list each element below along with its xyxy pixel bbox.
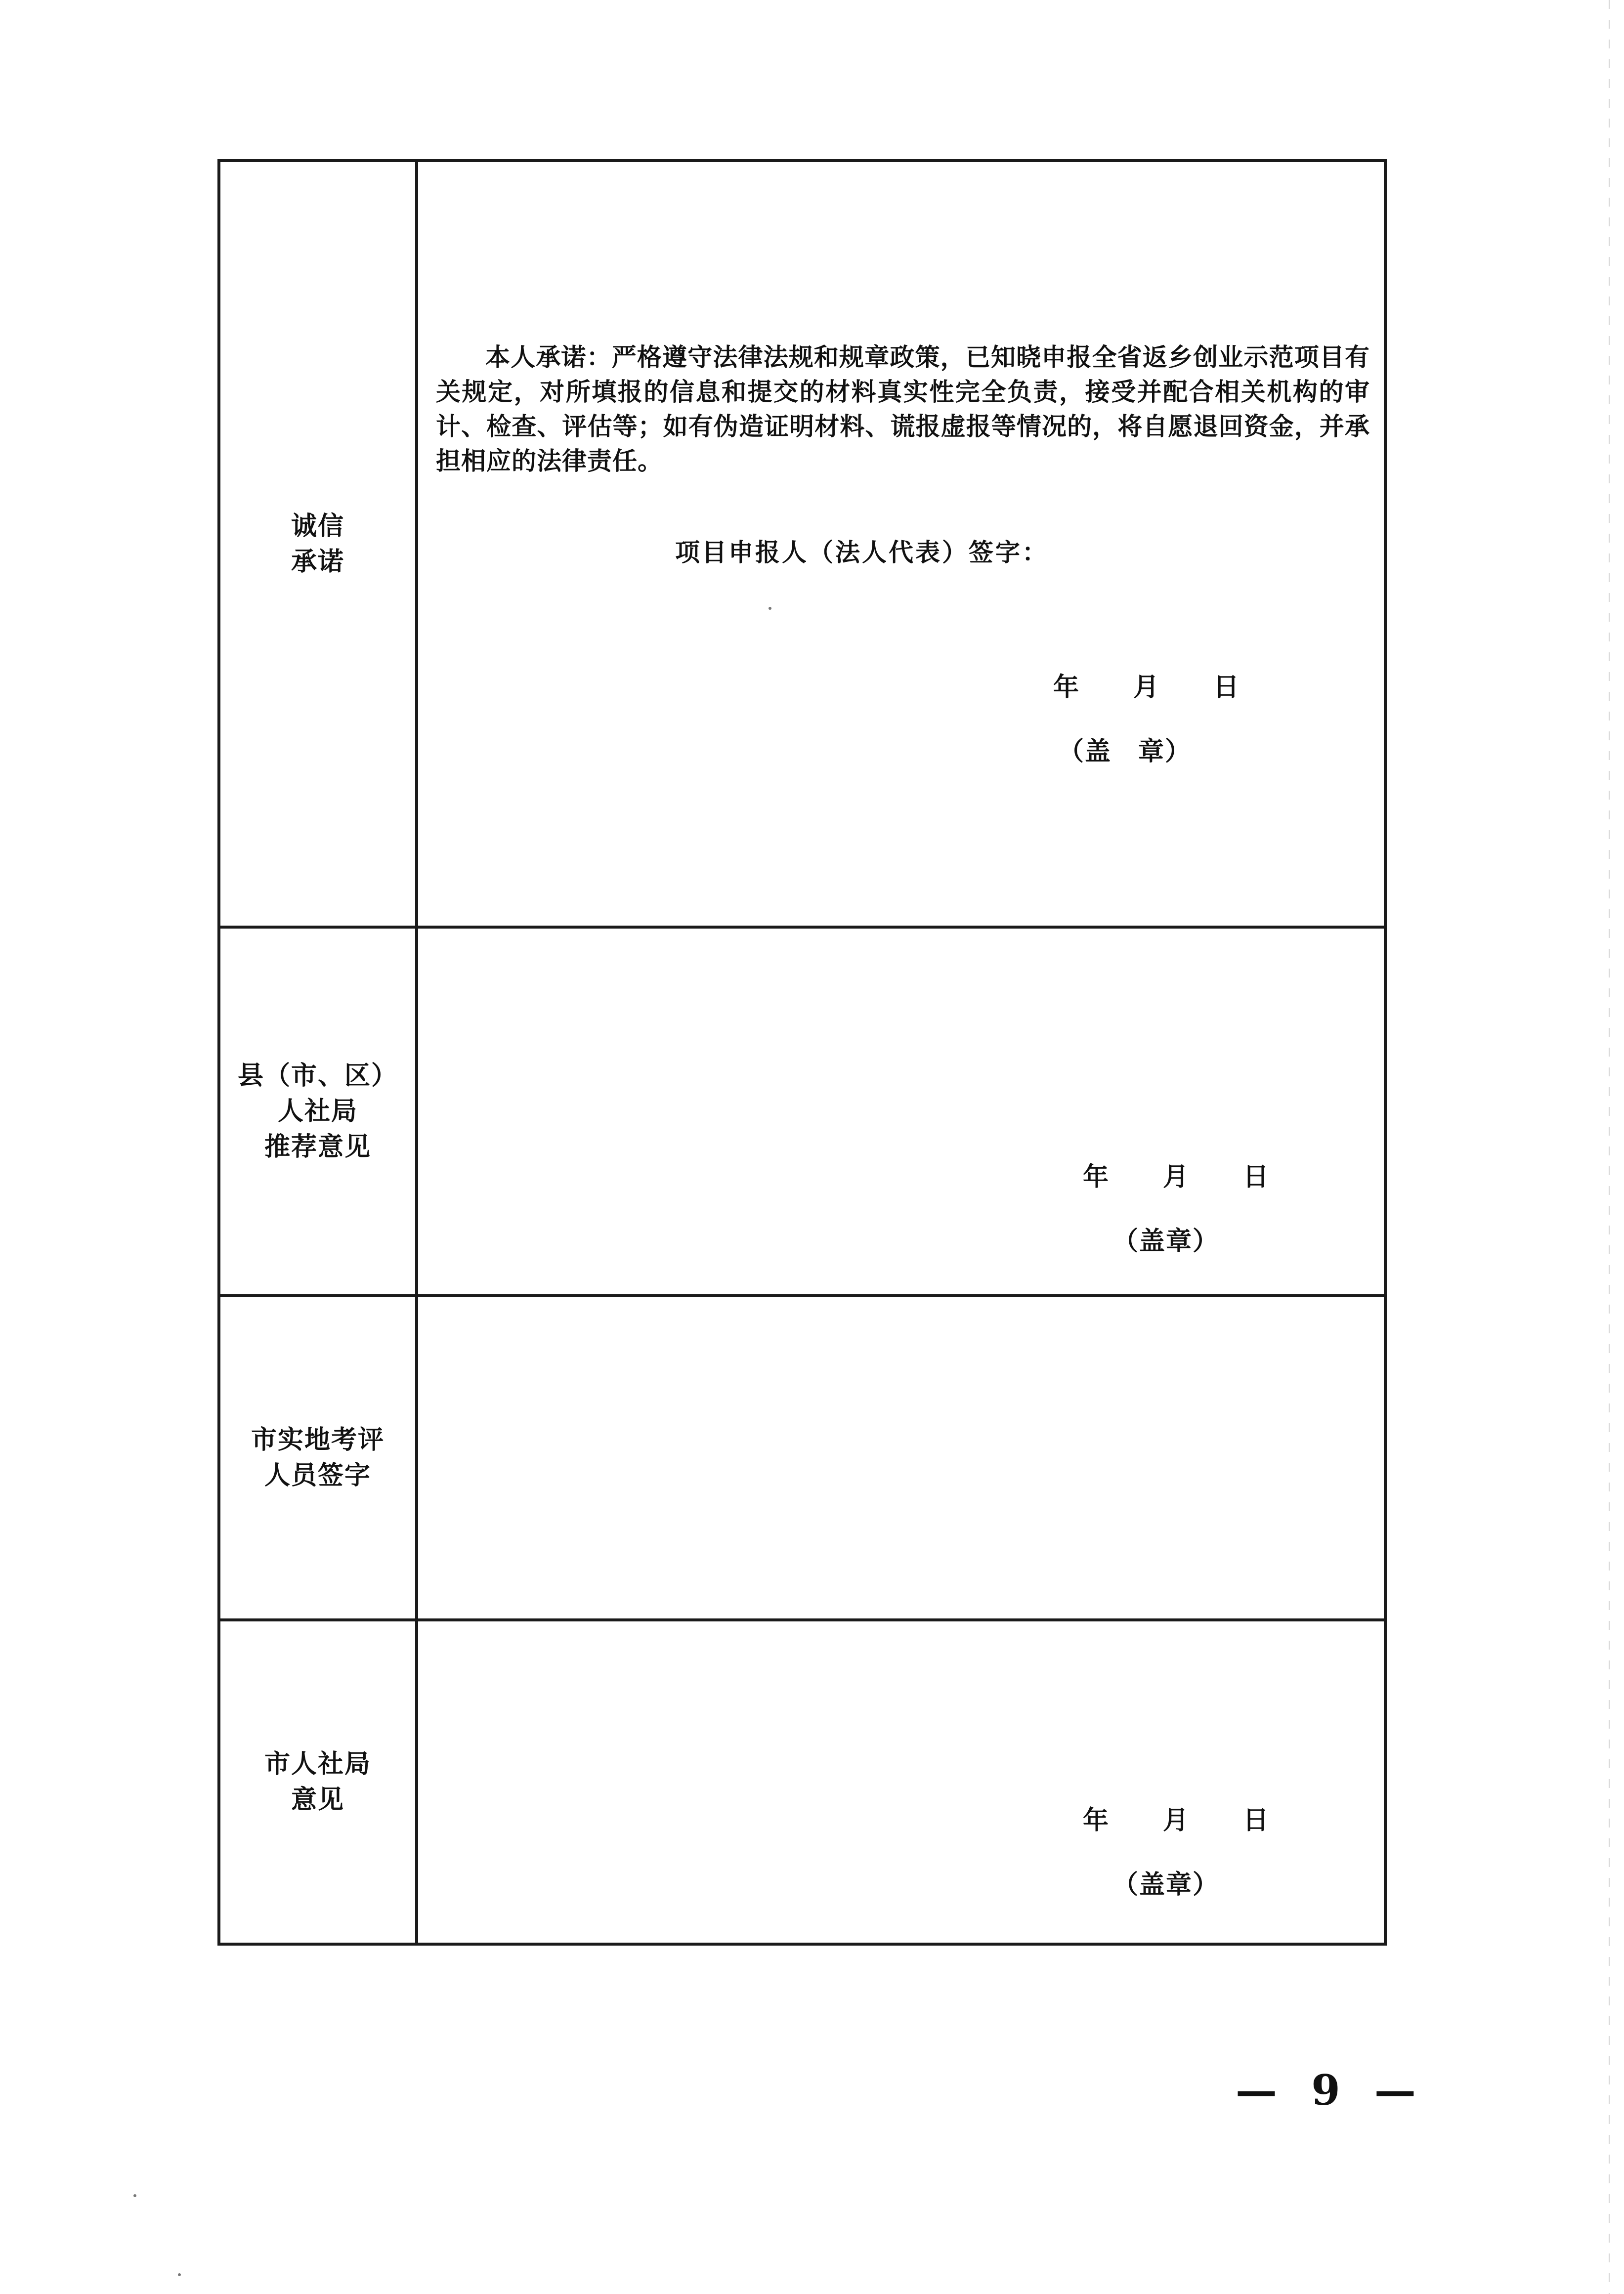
county-label-cell: [219, 927, 417, 1296]
pledge-seal-line: （盖 章）: [1058, 736, 1192, 766]
inspection-label-line-1: 市实地考评: [251, 1425, 385, 1455]
scan-speck: [178, 2273, 181, 2276]
county-label-line-1: 县（市、区）: [237, 1061, 398, 1091]
county-seal-line: （盖章）: [1112, 1226, 1220, 1256]
pledge-content-cell: [417, 161, 1385, 927]
scan-edge-artifact: [1609, 0, 1610, 2294]
city-opinion-row: [219, 1620, 1385, 1944]
city-date-line: 年 月 日: [1083, 1805, 1270, 1835]
county-recommendation-row: [219, 927, 1385, 1296]
inspection-label-cell: [219, 1296, 417, 1620]
pledge-label-line-2: 承诺: [291, 546, 344, 577]
scan-speck: [769, 607, 771, 610]
city-seal-line: （盖章）: [1112, 1869, 1220, 1900]
scan-speck: [133, 2194, 136, 2197]
city-label-line-2: 意见: [291, 1784, 344, 1815]
county-content-cell: [417, 927, 1385, 1296]
pledge-label-cell: [219, 161, 417, 927]
page-number: — 9 —: [1236, 2066, 1426, 2115]
inspection-label-line-2: 人员签字: [264, 1460, 371, 1490]
applicant-signature-label: 项目申报人（法人代表）签字：: [675, 538, 1049, 567]
pledge-label-line-1: 诚信: [291, 510, 344, 541]
pledge-statement: 本人承诺：严格遵守法律法规和规章政策，已知晓申报全省返乡创业示范项目有关规定，对所填报的信息和提交的材料真实性完全负责，接受并配合相关机构的审计、检查、评估等；如有伪造证明材料、谎报虚报等情况的，将自愿退回资金，并承担相应的法律责任。: [436, 342, 1370, 475]
pledge-row: [219, 161, 1385, 927]
inspection-signature-row: [219, 1296, 1385, 1620]
pledge-date-line: 年 月 日: [1053, 672, 1240, 702]
city-content-cell: [417, 1620, 1385, 1944]
city-label-line-1: 市人社局: [264, 1749, 371, 1779]
application-form-table: [217, 159, 1387, 1946]
county-date-line: 年 月 日: [1083, 1162, 1270, 1192]
county-label-line-3: 推荐意见: [264, 1132, 371, 1162]
inspection-content-cell: [417, 1296, 1385, 1620]
county-label-line-2: 人社局: [277, 1096, 358, 1126]
city-label-cell: [219, 1620, 417, 1944]
